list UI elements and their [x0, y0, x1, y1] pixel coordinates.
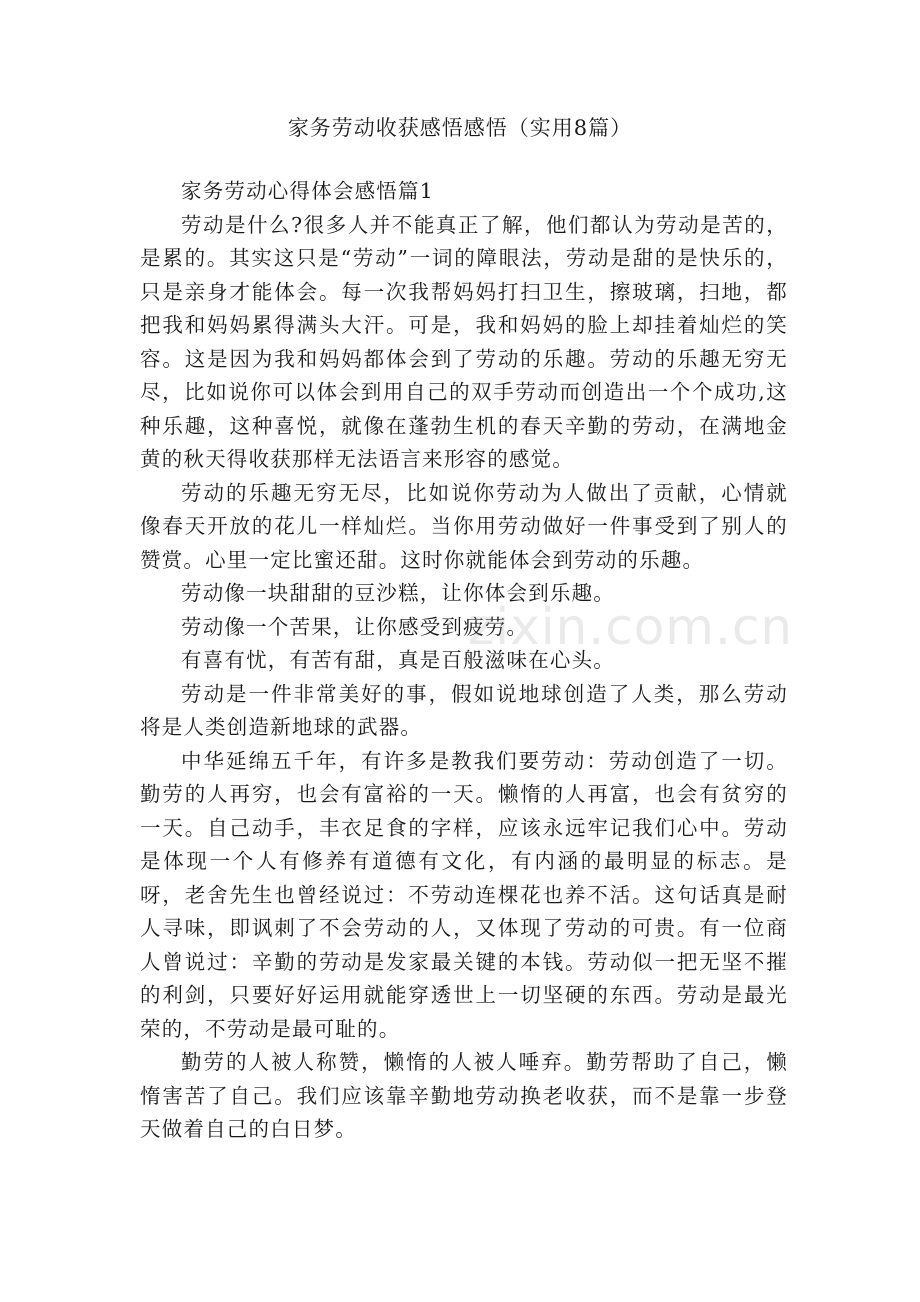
- paragraph: 劳动是一件非常美好的事，假如说地球创造了人类，那么劳动将是人类创造新地球的武器。: [140, 681, 788, 739]
- paragraph: 有喜有忧，有苦有甜，真是百般滋味在心头。: [181, 648, 615, 672]
- paragraph: 劳动像一块甜甜的豆沙糕，让你体会到乐趣。: [181, 581, 615, 605]
- section-heading: 家务劳动心得体会感悟篇1: [181, 179, 434, 203]
- watermark: zixin.com.cn: [468, 598, 794, 656]
- paragraph: 勤劳的人被人称赞，懒惰的人被人唾弃。勤劳帮助了自己，懒惰害苦了自己。我们应该靠辛勤地劳动换老收获，而不是靠一步登天做着自己的白日梦。: [140, 1050, 788, 1141]
- paragraph: 劳动像一个苦果，让你感受到疲劳。: [181, 614, 529, 639]
- paragraph: 劳动是什么?很多人并不能真正了解，他们都认为劳动是苦的，是累的。其实这只是“劳动”一词的障眼法，劳动是甜的是快乐的，只是亲身才能体会。每一次我帮妈妈打扫卫生，擦玻璃，扫地，都把我和妈妈累得满头大汗。可是，我和妈妈的脸上却挂着灿烂的笑容。这是因为我和妈妈都体会到了劳动的乐趣。劳动的乐趣无穷无尽，比如说你可以体会到用自己的双手劳动而创造出一个个成功,这种乐趣，这种喜悦，就像在蓬勃生机的春天辛勤的劳动，在满地金黄的秋天得收获那样无法语言来形容的感觉。: [140, 212, 788, 471]
- document-body: [140, 175, 788, 1147]
- paragraph: 中华延绵五千年，有许多是教我们要劳动：劳动创造了一切。勤劳的人再穷，也会有富裕的一天。懒惰的人再富，也会有贫穷的一天。自己动手，丰衣足食的字样，应该永远牢记我们心中。劳动是体现一个人有修养有道德有文化，有内涵的最明显的标志。是呀，老舍先生也曾经说过：不劳动连棵花也养不活。这句话真是耐人寻味，即讽刺了不会劳动的人，又体现了劳动的可贵。有一位商人曾说过：辛勤的劳动是发家最关键的本钱。劳动似一把无坚不摧的利剑，只要好好运用就能穿透世上一切坚硬的东西。劳动是最光荣的，不劳动是最可耻的。: [140, 748, 788, 1041]
- paragraph: 劳动的乐趣无穷无尽，比如说你劳动为人做出了贡献，心情就像春天开放的花儿一样灿烂。当你用劳动做好一件事受到了别人的赞赏。心里一定比蜜还甜。这时你就能体会到劳动的乐趣。: [140, 480, 788, 572]
- document-title: 家务劳动收获感悟感悟（实用8篇）: [287, 116, 633, 140]
